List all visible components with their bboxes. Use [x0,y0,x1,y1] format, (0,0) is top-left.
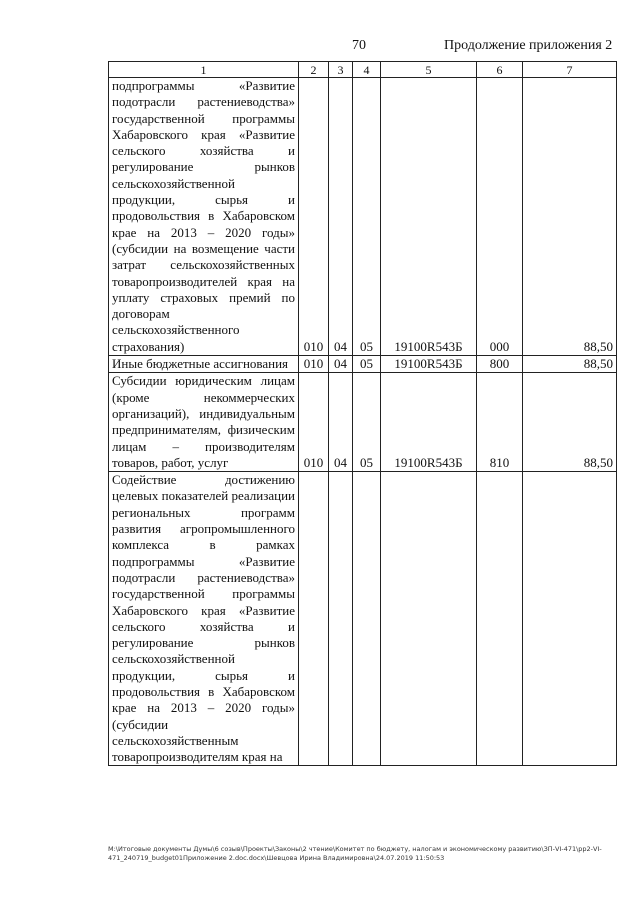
code-cell: 800 [477,356,523,373]
code-cell: 19100R543Б [381,356,477,373]
code-cell: 810 [477,373,523,472]
row-description: подпрограммы «Развитие подотрасли растениеводства» государственной программы Хабаровского края «Развитие сельского хозяйства и регулирование рынков сельскохозяйственной продукции, сырья и продовольствия в Хабаровском крае на 2013 – 2020 годы» (субсидии на возмещение части затрат сельскохозяйственных товаропроизводителей края на уплату страховых премий по договорам сельскохозяйственного страхования) [109,78,299,356]
table-row [109,78,617,356]
code-cell: 010 [299,356,329,373]
code-cell: 19100R543Б [381,78,477,356]
column-header: 6 [477,62,523,78]
column-header: 4 [353,62,381,78]
code-cell: 04 [329,373,353,472]
amount-cell: 88,50 [523,373,617,472]
amount-cell: 88,50 [523,356,617,373]
column-header: 1 [109,62,299,78]
code-cell [381,472,477,766]
table-header-row [109,62,617,78]
code-cell [329,472,353,766]
continuation-label: Продолжение приложения 2 [444,38,613,53]
column-header: 7 [523,62,617,78]
table-row [109,373,617,472]
code-cell: 010 [299,78,329,356]
table-row [109,472,617,766]
row-description: Содействие достижению целевых показателей реализации региональных программ развития агропромышленного комплекса в рамках подпрограммы «Развитие подотрасли растениеводства» государственной программы Хабаровского края «Развитие сельского хозяйства и регулирование рынков сельскохозяйственной продукции, сырья и продовольствия в Хабаровском крае на 2013 – 2020 годы» (субсидии сельскохозяйственным товаропроизводителям края на [109,472,299,766]
code-cell: 010 [299,373,329,472]
page-number: 70 [352,38,366,53]
document-path-footer: M:\Итоговые документы Думы\6 созыв\Проекты\Законы\2 чтение\Комитет по бюджету, налогам и экономическому развитию\ЗП-VI-471\рр2-VI-471_240719_budget01Приложение 2.doc.docx\Шевцова Ирина Владимировна\24.07.2019 11:50:53 [108,845,602,862]
row-description: Субсидии юридическим лицам (кроме некоммерческих организаций), индивидуальным предпринимателям, физическим лицам – производителям товаров, работ, услуг [109,373,299,472]
code-cell: 04 [329,356,353,373]
column-header: 5 [381,62,477,78]
table-row [109,356,617,373]
code-cell: 05 [353,78,381,356]
code-cell [299,472,329,766]
code-cell [477,472,523,766]
budget-table [108,61,617,766]
code-cell: 05 [353,373,381,472]
code-cell [353,472,381,766]
amount-cell [523,472,617,766]
code-cell: 04 [329,78,353,356]
code-cell: 19100R543Б [381,373,477,472]
code-cell: 000 [477,78,523,356]
row-description: Иные бюджетные ассигнования [109,356,299,373]
code-cell: 05 [353,356,381,373]
column-header: 3 [329,62,353,78]
column-header: 2 [299,62,329,78]
amount-cell: 88,50 [523,78,617,356]
